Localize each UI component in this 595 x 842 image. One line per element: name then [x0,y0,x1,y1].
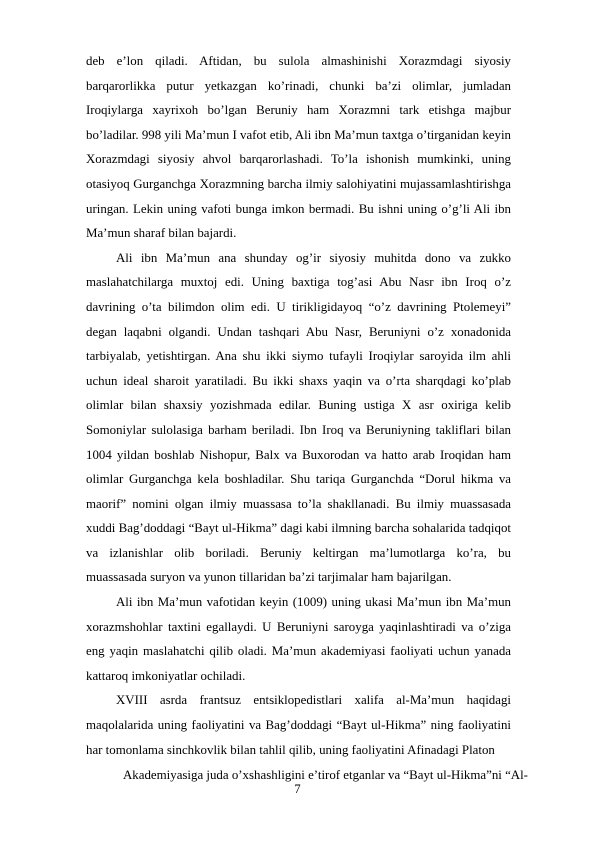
document-page [86,49,511,762]
paragraph-2: Ali ibn Ma’mun ana shunday og’ir siyosiy muhitda dono va zukko maslahatchilarga muxtoj edi. Uning baxtiga tog’asi Abu Nasr ibn Iroq o’z davrining o’ta bilimdon olim edi. U tirikligidayoq “o’z davrining Ptolemeyi” degan laqabni olgandi. Undan tashqari Abu Nasr, Beruniyni o’z xonadonida tarbiyalab, yetishtirgan. Ana shu ikki siymo tufayli Iroqiylar saroyida ilm ahli uchun ideal sharoit yaratiladi. Bu ikki shaxs yaqin va o’rta sharqdagi ko’plab olimlar bilan shaxsiy yozishmada edilar. Buning ustiga X asr oxiriga kelib Somoniylar sulolasiga barham beriladi. Ibn Iroq va Beruniyning takliflari bilan 1004 yildan boshlab Nishopur, Balx va Buxorodan va hatto arab Iroqidan ham olimlar Gurganchga kela boshladilar. Shu tariqa Gurganchda “Dorul hikma va maorif” nomini olgan ilmiy muassasa to’la shakllanadi. Bu ilmiy muassasada xuddi Bag’doddagi “Bayt ul-Hikma” dagi kabi ilmning barcha sohalarida tadqiqot va izlanishlar olib boriladi. Beruniy keltirgan ma’lumotlarga ko’ra, bu muassasada suryon va yunon tillaridan ba’zi tarjimalar ham bajarilgan. [86,250,511,585]
paragraph-1: deb e’lon qiladi. Aftidan, bu sulola almashinishi Xorazmdagi siyosiy barqarorlikka putur yetkazgan ko’rinadi, chunki ba’zi olimlar, jumladan Iroqiylarga xayrixoh bo’lgan Beruniy ham Xorazmni tark etishga majbur bo’ladilar. 998 yili Ma’mun I vafot etib, Ali ibn Ma’mun taxtga o’tirganidan keyin Xorazmdagi siyosiy ahvol barqarorlashadi. To’la ishonish mumkinki, uning otasiyoq Gurganchga Xorazmning barcha ilmiy salohiyatini mujassamlashtirishga uringan. Lekin uning vafoti bunga imkon bermadi. Bu ishni uning o’g’li Ali ibn Ma’mun sharaf bilan bajardi. [86,54,511,241]
trailing-line: Akademiyasiga juda o’xshashligini e’tirof etganlar va “Bayt ul-Hikma”ni “Al- [123,768,528,782]
page-number: 7 [294,782,301,796]
paragraph-3: Ali ibn Ma’mun vafotidan keyin (1009) uning ukasi Ma’mun ibn Ma’mun xorazmshohlar taxtini egallaydi. U Beruniyni saroyga yaqinlashtiradi va o’ziga eng yaqin maslahatchi qilib oladi. Ma’mun akademiyasi faoliyati uchun yanada kattaroq imkoniyatlar ochiladi. [86,595,511,683]
paragraph-4: XVIII asrda frantsuz entsiklopedistlari xalifa al-Ma’mun haqidagi maqolalarida uning faoliyatini va Bag’doddagi “Bayt ul-Hikma” ning faoliyatini har tomonlama sinchkovlik bilan tahlil qilib, uning faoliyatini Afinadagi Platon [86,693,511,757]
